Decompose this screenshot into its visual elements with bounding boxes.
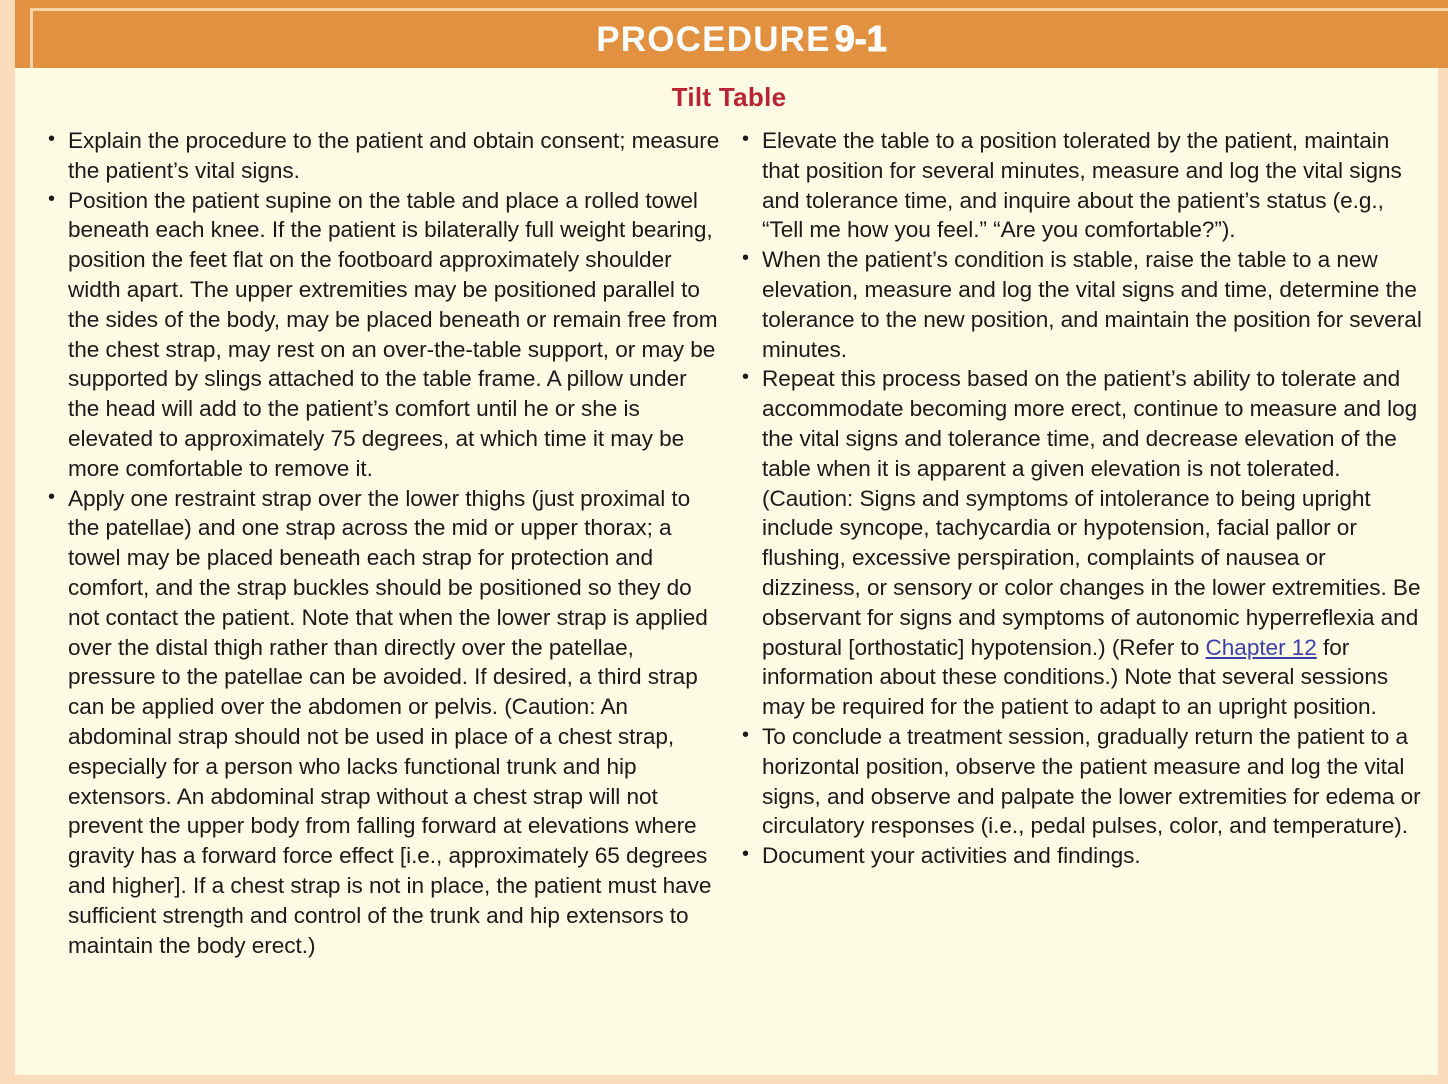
list-item: • Explain the procedure to the patient and obtain consent; measure the patient’s vital signs. [44,126,723,186]
chapter-12-link[interactable]: Chapter 12 [1205,634,1317,660]
left-column [30,126,729,1066]
list-item: • Document your activities and findings. [738,841,1422,871]
right-column [729,126,1428,1066]
page-title [596,18,886,60]
procedure-label: PROCEDURE [596,19,831,59]
right-step-list [738,126,1422,871]
list-item: • To conclude a treatment session, gradually return the patient to a horizontal position, observe the patient measure and log the vital signs, and observe and palpate the lower extremities for edema or circulatory responses (i.e., pedal pulses, color, and temperature). [738,722,1422,841]
list-item: • When the patient’s condition is stable, raise the table to a new elevation, measure and log the vital signs and time, determine the tolerance to the new position, and maintain the position for several minutes. [738,245,1422,364]
left-step-list [44,126,723,960]
procedure-header-inner-frame [30,8,1448,68]
procedure-header-bar [15,0,1448,68]
procedure-subtitle: Tilt Table [671,82,787,112]
list-item [738,364,1422,722]
procedure-number: 9-1 [834,17,887,59]
step-text-before-link: Repeat this process based on the patient’s ability to tolerate and accommodate becoming more erect, continue to measure and log the vital signs and tolerance time, and decrease elevation of the table when it is apparent a given elevation is not tolerated. (Caution: Signs and symptoms of intolerance to being upright include syncope, tachycardia or hypotension, facial pallor or flushing, excessive perspiration, complaints of nausea or dizziness, or sensory or color changes in the lower extremities. Be observant for signs and symptoms of autonomic hyperreflexia and postural [orthostatic] hypotension.) (Refer to [762,366,1421,660]
list-item: • Apply one restraint strap over the lower thighs (just proximal to the patellae) and one strap across the mid or upper thorax; a towel may be placed beneath each strap for protection and comfort, and the strap buckles should be positioned so they do not contact the patient. Note that when the lower strap is applied over the distal thigh rather than directly over the patellae, pressure to the patellae can be avoided. If desired, a third strap can be applied over the abdomen or pelvis. (Caution: An abdominal strap should not be used in place of a chest strap, especially for a person who lacks functional trunk and hip extensors. An abdominal strap without a chest strap will not prevent the upper body from falling forward at elevations where gravity has a forward force effect [i.e., approximately 65 degrees and higher]. If a chest strap is not in place, the patient must have sufficient strength and control of the trunk and hip extensors to maintain the body erect.) [44,484,723,961]
step-text-after-link: for information about these conditions.) Note that several sessions may be required for the patient to adapt to an upright position. [762,634,1389,720]
list-item: • Position the patient supine on the table and place a rolled towel beneath each knee. If the patient is bilaterally full weight bearing, position the feet flat on the footboard approximately shoulder width apart. The upper extremities may be positioned parallel to the sides of the body, may be placed beneath or remain free from the chest strap, may rest on an over-the-table support, or may be supported by slings attached to the table frame. A pillow under the head will add to the patient’s comfort until he or she is elevated to approximately 75 degrees, at which time it may be more comfortable to remove it. [44,186,723,484]
procedure-columns [30,126,1428,1066]
list-item: • Elevate the table to a position tolerated by the patient, maintain that position for several minutes, measure and log the vital signs and tolerance time, and inquire about the patient’s status (e.g., “Tell me how you feel.” “Are you comfortable?”). [738,126,1422,245]
